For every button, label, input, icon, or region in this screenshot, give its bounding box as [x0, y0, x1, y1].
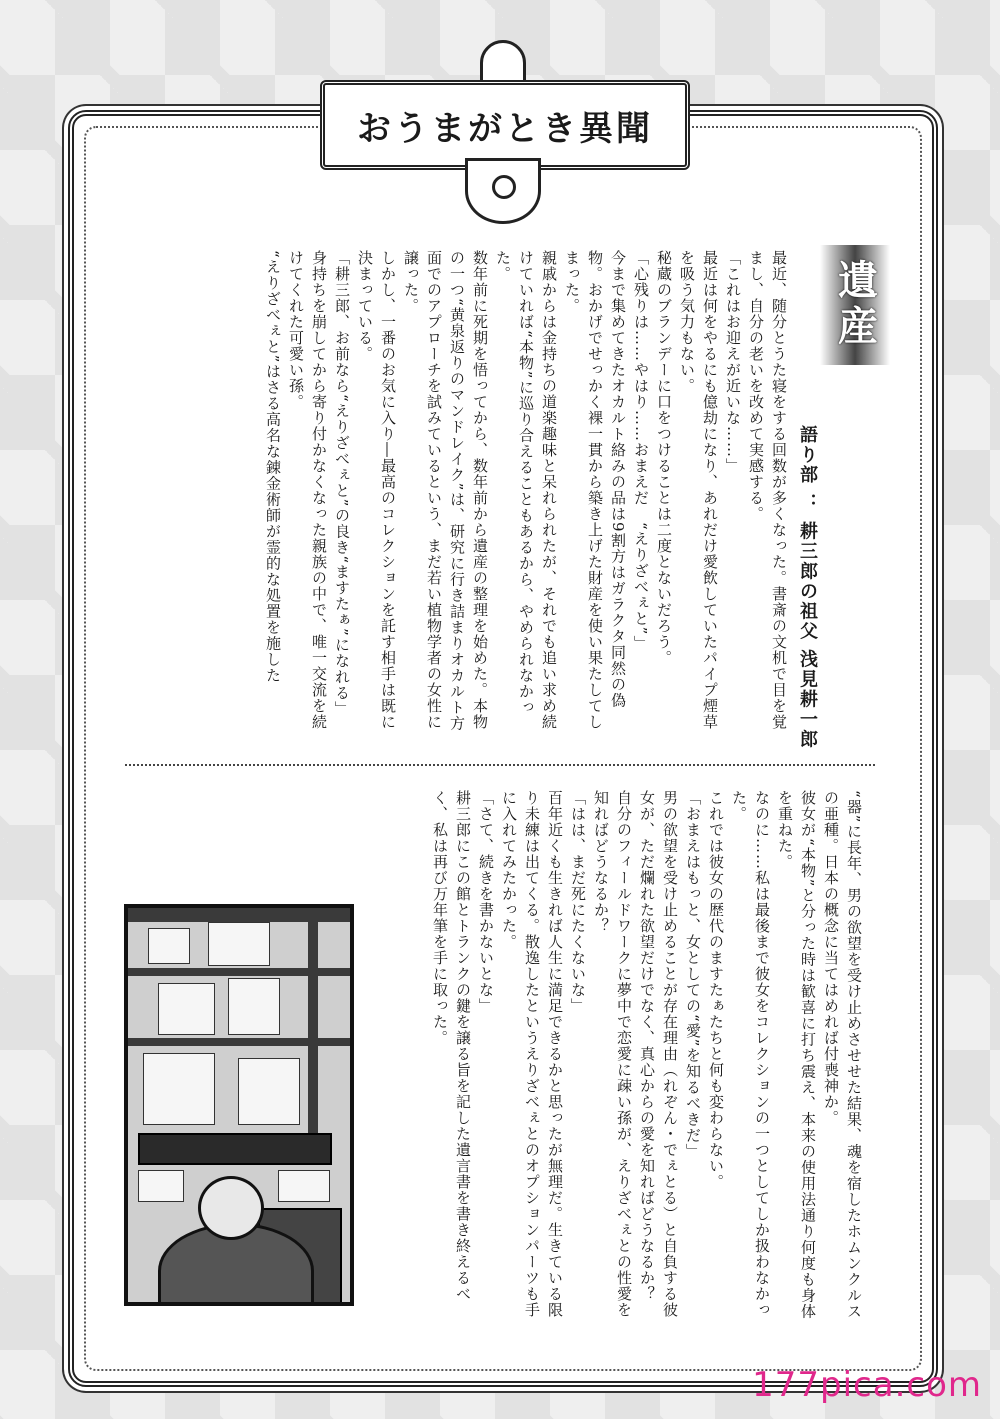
paragraph: これでは彼女の歴代のますたぁたちと何も変わらない。 — [707, 790, 725, 1190]
section-heading-text: 遺産 — [831, 259, 879, 351]
paragraph: “器”に長年、男の欲望を受け止めさせせた結果、魂を宿したホムンクルスの亜種。日本の概念に当てはめれば付喪神か。 — [822, 790, 863, 1320]
plaque-pendant — [465, 158, 541, 224]
paragraph: 百年近くも生きれば人生に満足できるかと思ったが無理だ。生きている限り未練は出てくる。散逸したというえりざべぇとのオプションパーツも手に入れてみたかった。 — [500, 790, 564, 1318]
paragraph: 「心残りは……やはり……おまえだ “えりざべぇと”」 — [632, 250, 650, 652]
paragraph: 親戚からは金持ちの道楽趣味と呆れられたが、それでも追い求め続けていれば“本物”に巡り合えることもあるから、やめられなかった。 — [494, 250, 558, 730]
lower-text-block — [375, 790, 865, 1330]
paragraph: “えりざべぇと”はさる高名な錬金術師が霊的な処置を施した — [264, 250, 282, 684]
paragraph: 今まで集めてきたオカルト絡みの品は9割方はガラクタ同然の偽物。おかげでせっかく裸一貫から築き上げた財産を使い果たしてしまった。 — [563, 250, 627, 730]
paper-stack — [208, 922, 270, 966]
paper-stack — [158, 983, 215, 1035]
paragraph: しかし、一番のお気に入り―最高のコレクションを託す相手は既に決まっている。 — [356, 250, 397, 730]
paragraph: 秘蔵のブランデーに口をつけることは二度とないだろう。 — [655, 250, 673, 666]
paragraph: 「さて、続きを書かないとな」 — [477, 790, 495, 1014]
shelf-shape — [308, 908, 318, 1138]
paragraph: 「おまえはもっと、女としての“愛”を知るべきだ」 — [684, 790, 702, 1160]
old-man-head — [198, 1176, 264, 1240]
page-title: おうまがとき異聞 — [320, 80, 690, 170]
paragraph: 身持ちを崩してから寄り付かなくなった親族の中で、唯一交流を続けてくれた可愛い孫。 — [287, 250, 328, 730]
paragraph: 数年前に死期を悟ってから、数年前から遺産の整理を始めた。本物の一つ“黄泉返りのマンドレイク”は、研究に行き詰まりオカルト方面でのアプローチを試みているという、まだ若い植物学者の女性に譲った。 — [402, 250, 489, 732]
manga-illustration — [124, 904, 354, 1306]
paper-stack — [143, 1053, 215, 1125]
paper-sheet — [278, 1170, 330, 1202]
paragraph: 最近は何をやるにも億劫になり、あれだけ愛飲していたパイプ煙草を吸う気力もない。 — [678, 250, 719, 730]
paragraph: 「耕三郎、お前なら“えりざべぇと”の良き“ますたぁ”になれる」 — [333, 250, 351, 717]
paragraph: 最近、随分とうた寝をする回数が多くなった。書斎の文机で目を覚まし、自分の老いを改めて実感する。 — [747, 250, 788, 730]
paragraph: なのに……私は最後まで彼女をコレクションの一つとしてしか扱わなかった。 — [730, 790, 771, 1318]
paragraph: 耕三郎にこの館とトランクの鍵を譲る旨を記した遺言書を書き終えるべく、私は再び万年筆を手に取った。 — [431, 790, 472, 1302]
paragraph: 「これはお迎えが近いな……」 — [724, 250, 742, 474]
typewriter-desk — [138, 1133, 332, 1165]
paper-sheet — [138, 1170, 184, 1202]
site-watermark: 177pica.com — [752, 1365, 982, 1405]
narrator-credit: 語り部 ： 耕三郎の祖父 浅見耕一郎 — [797, 425, 818, 750]
paper-stack — [228, 978, 280, 1035]
paper-stack — [148, 928, 190, 964]
paper-stack — [238, 1058, 300, 1125]
paragraph: 彼女が“本物”と分った時は歓喜に打ち震え、本来の使用法通り何度も身体を重ねた。 — [776, 790, 817, 1320]
section-heading — [820, 245, 890, 365]
paragraph: 男の欲望を受け止めることが存在理由（れぞん・でぇとる）と自負する彼女が、ただ爛れた欲望だけでなく、真心からの愛を知ればどうなるか？ 自分のフィールドワークに夢中で恋愛に疎い孫が、えりざべぇとの性愛を知ればどうなるか？ — [592, 790, 679, 1318]
title-plaque — [320, 40, 680, 180]
paragraph: 「はは、まだ死にたくないな」 — [569, 790, 587, 1014]
upper-text-block — [120, 250, 790, 740]
dotted-divider — [125, 764, 875, 766]
